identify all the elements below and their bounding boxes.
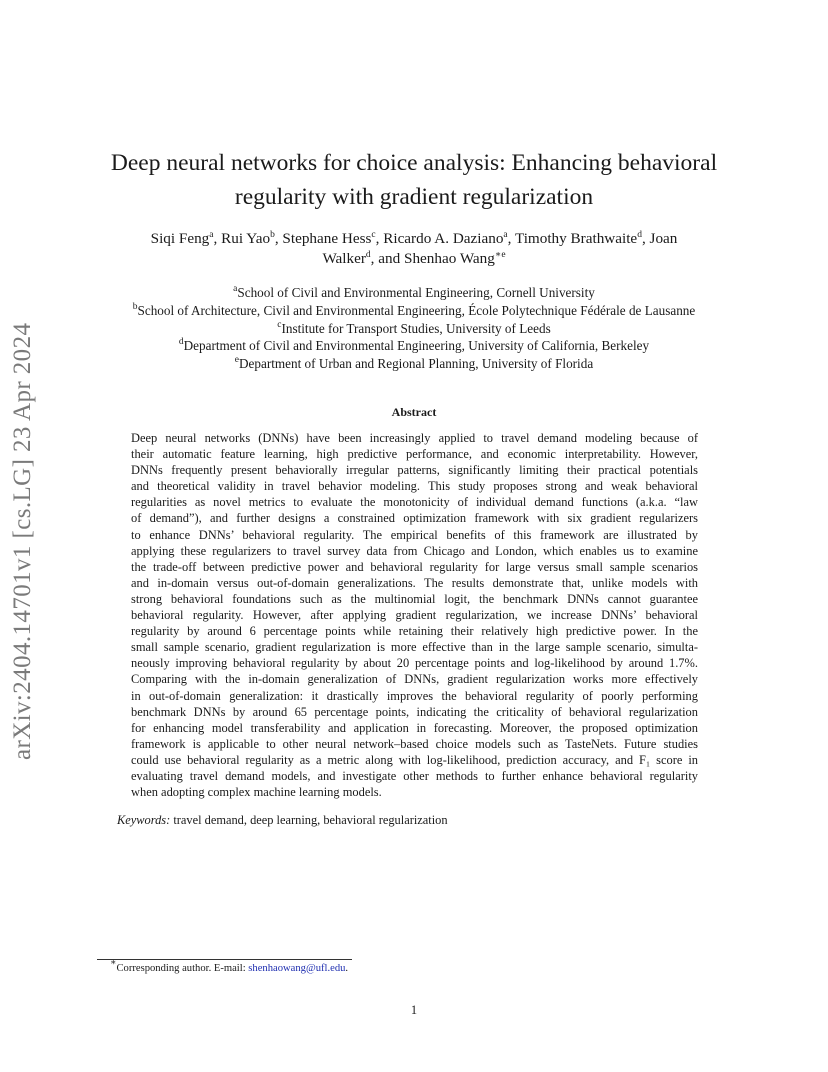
abstract-line: DNNs frequently present behaviorally irregular patterns, significantly limiting their practical potentials bbox=[131, 463, 698, 478]
footnote-marker: ∗ bbox=[110, 958, 117, 968]
author-line-2 bbox=[96, 249, 732, 269]
abstract-line: to enhance DNNs’ behavioral regularity. The empirical benefits of this framework are illustrated by bbox=[131, 527, 698, 542]
abstract-line: when adopting complex machine learning models. bbox=[131, 785, 382, 800]
footnote-rule bbox=[97, 959, 352, 960]
author-affil-mark: a bbox=[503, 230, 508, 240]
abstract-line: for enhancing model transferability and application in forecasting. Moreover, the proposed optimization bbox=[131, 720, 698, 735]
author-name: Joan bbox=[649, 230, 678, 247]
abstract-heading: Abstract bbox=[391, 405, 437, 419]
affiliation-list bbox=[60, 284, 768, 373]
affiliation-mark: e bbox=[234, 355, 240, 366]
abstract-line: the trade-off between predictive power and behavioral regularity for large versus small sample scenarios bbox=[131, 559, 698, 574]
abstract-line: benchmark DNNs by around 65 percentage points, indicating the criticality of behavioral regularization bbox=[131, 704, 698, 719]
abstract-line: in out-of-domain generalization: it drastically improves the behavioral regularity of poorly performing bbox=[131, 688, 698, 703]
footnote-end: . bbox=[345, 963, 349, 974]
abstract-line: their automatic feature learning, high predictive performance, and economic interpretability. However, bbox=[131, 447, 698, 462]
author-list bbox=[96, 229, 732, 269]
abstract-line: neously improving behavioral regularity by about 20 percentage points and log-likelihood by around 1.7%. bbox=[131, 656, 698, 671]
footnote-text: Corresponding author. E-mail: bbox=[116, 963, 249, 974]
affiliation-text: Department of Civil and Environmental Engineering, University of California, Berkeley bbox=[183, 338, 650, 354]
affiliation-mark: a bbox=[233, 284, 238, 294]
author-separator: , bbox=[375, 230, 384, 247]
paper-title bbox=[90, 146, 738, 214]
arxiv-side-stamp: arXiv:2404.14701v1 [cs.LG] 23 Apr 2024 bbox=[9, 322, 36, 760]
author-name: Timothy Brathwaite bbox=[514, 230, 638, 247]
abstract-line: regularity by around 6 percentage points while retaining their relatively high predictive power. In the bbox=[131, 624, 698, 639]
abstract-line: evaluating travel demand models, and investigate other methods to further enhance behavioral regularity bbox=[131, 768, 698, 783]
author-affil-mark: ∗e bbox=[494, 250, 506, 260]
affiliation bbox=[60, 337, 768, 355]
author-separator: , bbox=[274, 230, 283, 247]
abstract-line: Comparing with the in-domain generalization of DNNs, gradient regularization works more effectively bbox=[131, 672, 698, 687]
keywords bbox=[117, 813, 717, 828]
abstract-line: applying these regularizers to travel survey data from Chicago and London, which enables us to examine bbox=[131, 543, 698, 558]
author-line-1 bbox=[96, 229, 732, 249]
author-name: Rui Yao bbox=[221, 230, 271, 247]
affiliation-text: School of Civil and Environmental Engineering, Cornell University bbox=[237, 285, 595, 300]
affiliation bbox=[60, 302, 768, 320]
keywords-label: Keywords: bbox=[117, 813, 171, 827]
keywords-text: travel demand, deep learning, behavioral regularization bbox=[173, 813, 448, 827]
author-affil-mark: b bbox=[270, 230, 275, 240]
author-separator: , bbox=[641, 230, 650, 247]
author-name: Siqi Feng bbox=[150, 230, 210, 247]
abstract-line: behavioral regularity. However, after applying gradient regularization, we increase DNNs’ behavioral bbox=[131, 608, 698, 623]
abstract-line: regularities as novel metrics to evaluate the monotonicity of individual demand functions (a.k.a. “law bbox=[131, 495, 698, 510]
abstract-body bbox=[131, 430, 698, 800]
author-name: Ricardo A. Daziano bbox=[383, 230, 504, 247]
affiliation-text: Institute for Transport Studies, University of Leeds bbox=[281, 320, 551, 336]
author-affil-mark: c bbox=[371, 230, 376, 240]
title-line: Deep neural networks for choice analysis: Enhancing behavioral bbox=[110, 150, 718, 176]
author-separator: , bbox=[370, 250, 379, 267]
affiliation-mark: d bbox=[178, 337, 184, 348]
affiliation-text: School of Architecture, Civil and Environmental Engineering, École Polytechnique Fédérale de Lausanne bbox=[137, 302, 696, 318]
author-name: Walker bbox=[322, 250, 366, 267]
affiliation bbox=[60, 320, 768, 338]
author-name: Stephane Hess bbox=[282, 230, 372, 247]
abstract-line: could use behavioral regularity as a metric along with log-likelihood, prediction accuracy, and F₁ score in bbox=[131, 752, 698, 767]
affiliation-mark: c bbox=[277, 319, 282, 330]
author-name: and Shenhao Wang bbox=[378, 250, 495, 267]
abstract-line: of demand”), and further designs a constrained optimization framework with six gradient regularizers bbox=[131, 511, 698, 526]
abstract-line: small sample scenario, gradient regularization is more effective than in the large sample scenario, simulta- bbox=[131, 640, 698, 655]
abstract-line: and in-domain versus out-of-domain generalizations. The results demonstrate that, unlike models with bbox=[131, 575, 698, 590]
author-affil-mark: a bbox=[209, 230, 214, 240]
title-line: regularity with gradient regularization bbox=[234, 184, 594, 210]
author-affil-mark: d bbox=[365, 250, 371, 260]
corresponding-author-footnote bbox=[110, 958, 610, 974]
email-link[interactable]: shenhaowang@ufl.edu bbox=[248, 963, 346, 974]
abstract-line: strong behavioral foundations such as the multinomial logit, the benchmark DNNs cannot guarantee bbox=[131, 591, 698, 606]
author-separator: , bbox=[507, 230, 515, 247]
affiliation-mark: b bbox=[132, 301, 138, 312]
page-number: 1 bbox=[410, 1003, 418, 1017]
author-affil-mark: d bbox=[637, 230, 642, 240]
affiliation-text: Department of Urban and Regional Planning, University of Florida bbox=[239, 356, 594, 372]
affiliation bbox=[60, 355, 768, 373]
abstract-line: and theoretical validity in travel behavior modeling. This study proposes strong and weak behavioral bbox=[131, 479, 698, 494]
author-separator: , bbox=[213, 230, 222, 247]
abstract-line: framework is applicable to other neural network–based choice models such as TasteNets. Future studies bbox=[131, 736, 698, 751]
affiliation bbox=[60, 284, 768, 302]
abstract-line: Deep neural networks (DNNs) have been increasingly applied to travel demand modeling because of bbox=[131, 431, 698, 445]
